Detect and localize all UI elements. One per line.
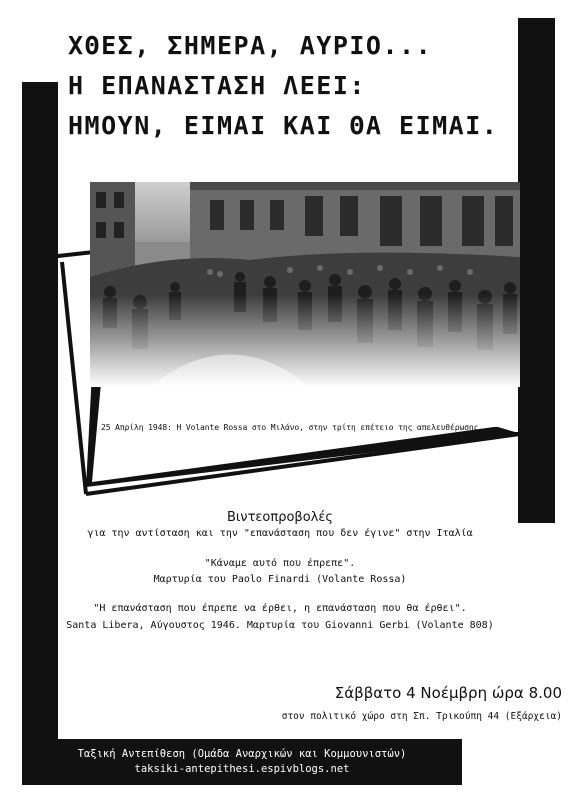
headline-line-3: ΗΜΟΥΝ, ΕΙΜΑΙ ΚΑΙ ΘΑ ΕΙΜΑΙ. — [68, 111, 499, 140]
event-datetime: Σάββατο 4 Νοέμβρη ώρα 8.00 — [334, 684, 562, 702]
screenings-title: Βιντεοπροβολές — [226, 510, 334, 525]
film-2-description: Santa Libera, Αύγουστος 1946. Μαρτυρία του Giovanni Gerbi (Volante 808) — [66, 620, 494, 631]
screenings-subtitle: για την αντίσταση και την "επανάσταση που δεν έγινε" στην Ιταλία — [87, 528, 473, 539]
film-1-description: Μαρτυρία του Paolo Finardi (Volante Rossa) — [153, 574, 407, 585]
organization-name: Ταξική Αντεπίθεση (Ομάδα Αναρχικών και Κομμουνιστών) — [77, 748, 407, 760]
event-venue: στον πολιτικό χώρο στη Σπ. Τρικούπη 44 (Εξάρχεια) — [281, 711, 562, 722]
headline-line-1: ΧΘΕΣ, ΣΗΜΕΡΑ, ΑΥΡΙΟ... — [68, 31, 433, 60]
headline — [68, 26, 518, 146]
left-black-bar — [22, 82, 58, 742]
blog-url: taksiki-antepithesi.espivblogs.net — [134, 763, 350, 775]
historic-march-photo — [90, 182, 520, 387]
film-2-title: "Η επανάσταση που έπρεπε να έρθει, η επανάσταση που θα έρθει". — [93, 603, 467, 614]
photo-caption: 25 Απρίλη 1948: Η Volante Rossa στο Μιλάνο, στην τρίτη επέτειο της απελευθέρωσης. — [101, 423, 484, 432]
film-1-title: "Κάναμε αυτό που έπρεπε". — [204, 558, 356, 569]
footer-banner — [22, 739, 462, 785]
headline-line-2: Η ΕΠΑΝΑΣΤΑΣΗ ΛΕΕΙ: — [68, 71, 366, 100]
